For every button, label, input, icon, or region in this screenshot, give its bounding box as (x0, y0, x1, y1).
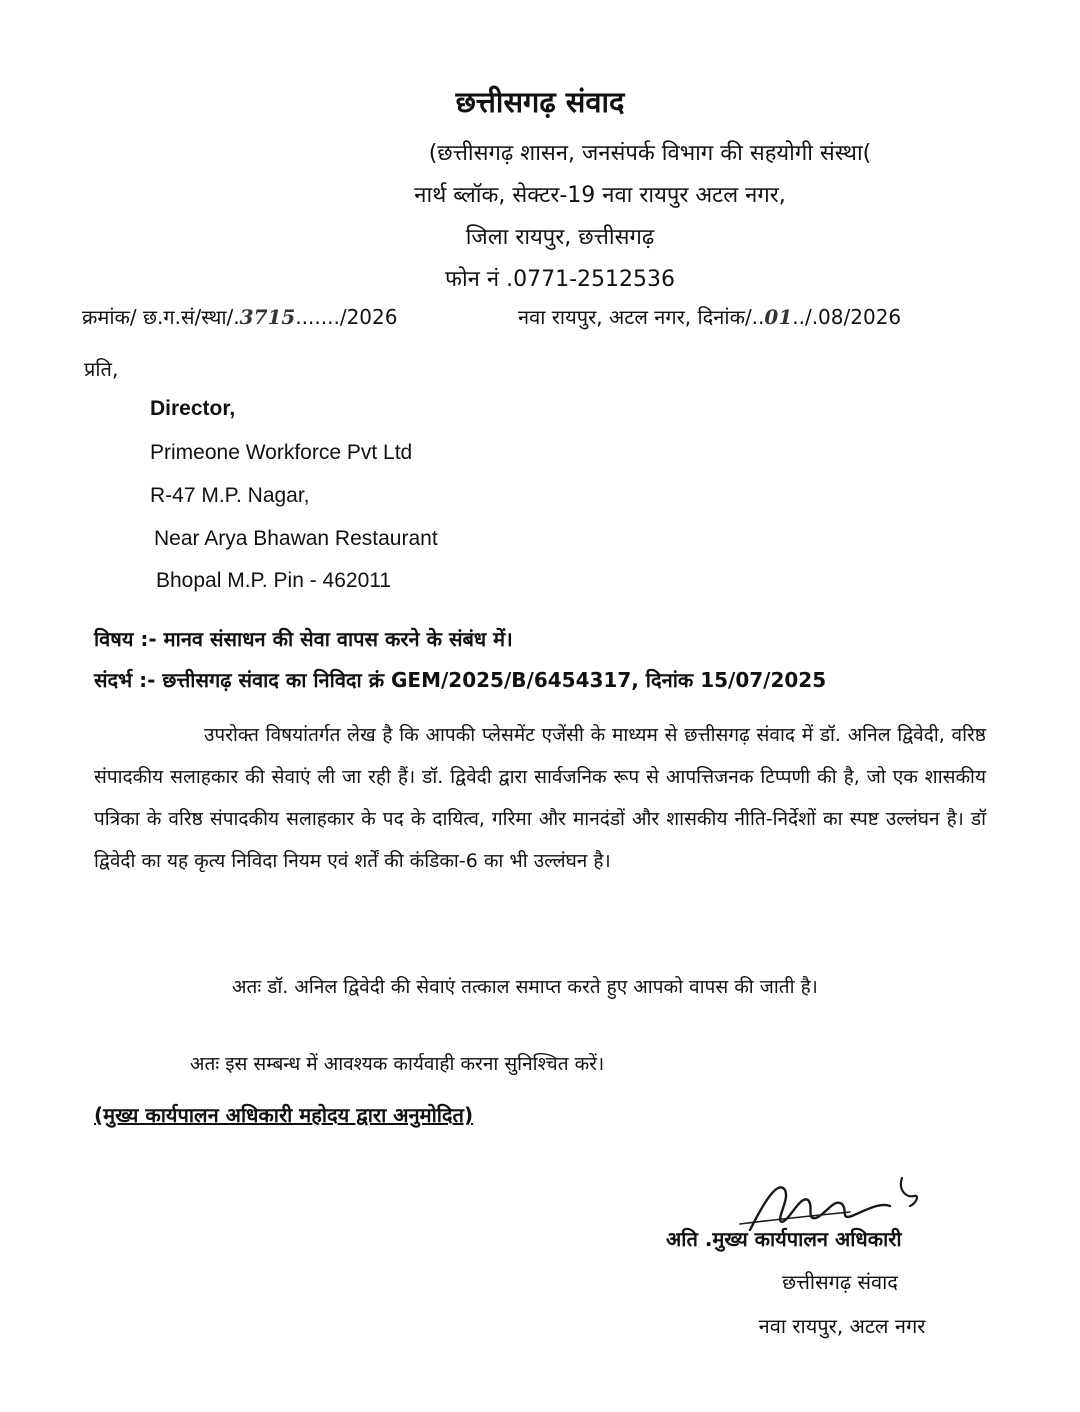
kramank-suffix: ......./2026 (295, 305, 398, 329)
kramank-prefix: क्रमांक/ छ.ग.सं/स्था/. (82, 305, 240, 329)
addressee-company: Primeone Workforce Pvt Ltd (150, 441, 413, 464)
addressee-name: Director, (150, 397, 236, 420)
date-day: 01 (764, 305, 793, 329)
letterhead-phone: फोन नं .0771-2512536 (445, 267, 675, 292)
body-paragraph: उपरोक्त विषयांतर्गत लेख है कि आपकी प्लेसमेंट एजेंसी के माध्यम से छत्तीसगढ़ संवाद में डॉ. अनिल द्विवेदी, वरिष्ठ संपादकीय सलाहकार की सेवाएं ली जा रही हैं। डॉ. द्विवेदी द्वारा सार्वजनिक रूप से आपत्तिजनक टिप्पणी की है, जो एक शासकीय पत्रिका के वरिष्ठ संपादकीय सलाहकार के पद के दायित्व, गरिमा और मानदंडों और शासकीय नीति-निर्देशों का स्पष्ट उल्लंघन है। डॉ द्विवेदी का यह कृत्य निविदा नियम एवं शर्तें की कंडिका-6 का भी उल्लंघन है। (94, 724, 986, 872)
letterhead-address-line: नार्थ ब्लॉक, सेक्टर-19 नवा रायपुर अटल नगर, (414, 183, 786, 208)
date-suffix: ../.08/2026 (792, 305, 902, 329)
body-paragraph: अतः डॉ. अनिल द्विवेदी की सेवाएं तत्काल समाप्त करते हुए आपको वापस की जाती है। (232, 976, 818, 998)
addressee-address-line: Bhopal M.P. Pin - 462011 (156, 569, 392, 592)
signatory-organization: छत्तीसगढ़ संवाद (782, 1270, 898, 1294)
addressee-address-line: Near Arya Bhawan Restaurant (154, 527, 438, 550)
kramank-number: 3715 (239, 305, 296, 329)
reference-line (82, 303, 982, 330)
addressee-address-line: R-47 M.P. Nagar, (150, 484, 310, 507)
letterhead-title: छत्तीसगढ़ संवाद (455, 85, 625, 119)
signatory-designation: अति .मुख्य कार्यपालन अधिकारी (666, 1227, 902, 1251)
body-paragraph: अतः इस सम्बन्ध में आवश्यक कार्यवाही करना सुनिश्चित करें। (190, 1053, 605, 1075)
reference-subject-line: संदर्भ :- छत्तीसगढ़ संवाद का निविदा क्रं GEM/2025/B/6454317, दिनांक 15/07/2025 (94, 668, 827, 692)
place-date (518, 303, 901, 330)
letterhead-district-line: जिला रायपुर, छत्तीसगढ़ (465, 225, 655, 250)
signatory-place: नवा रायपुर, अटल नगर (758, 1314, 926, 1338)
place-date-prefix: नवा रायपुर, अटल नगर, दिनांक/.. (518, 305, 765, 329)
subject-line: विषय :- मानव संसाधन की सेवा वापस करने के संबंध में। (94, 627, 513, 651)
letterhead-org-line: (छत्तीसगढ़ शासन, जनसंपर्क विभाग की सहयोगी संस्था( (428, 141, 872, 166)
salutation: प्रति, (84, 357, 119, 381)
approval-note: (मुख्य कार्यपालन अधिकारी महोदय द्वारा अनुमोदित) (94, 1103, 474, 1127)
